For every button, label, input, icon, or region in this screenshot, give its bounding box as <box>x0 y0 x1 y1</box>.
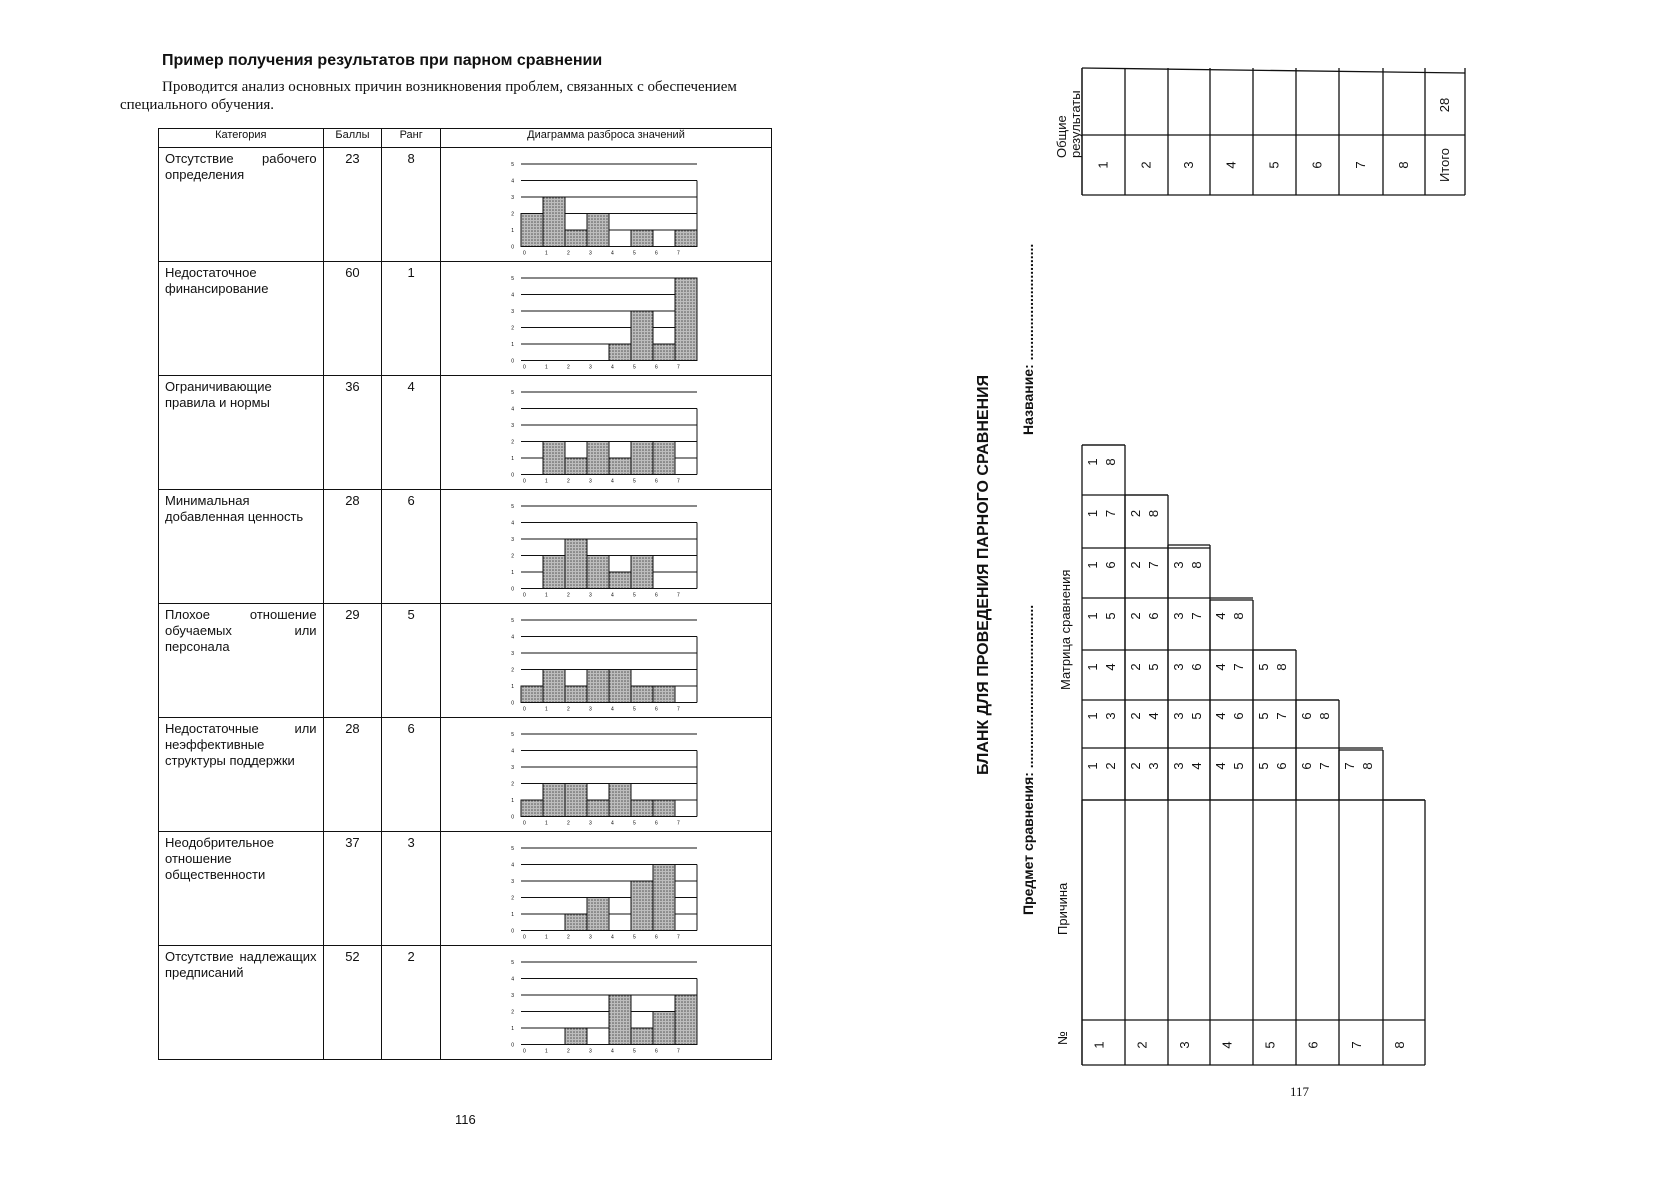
matrix-row-number: 2 <box>1128 762 1143 770</box>
y-tick-label: 4 <box>511 520 514 527</box>
x-tick-label: 6 <box>655 1048 658 1055</box>
y-tick-label: 4 <box>511 748 514 755</box>
y-tick-label: 5 <box>511 162 514 168</box>
x-tick-label: 6 <box>655 820 658 827</box>
x-tick-label: 7 <box>677 820 680 827</box>
matrix-col-number: 6 <box>1231 712 1246 720</box>
y-tick-label: 5 <box>511 618 514 624</box>
x-tick-label: 7 <box>677 478 680 485</box>
page-number-right: 117 <box>1290 1084 1310 1099</box>
x-tick-label: 6 <box>655 478 658 485</box>
results-row-label: 4 <box>1223 161 1239 169</box>
x-tick-label: 1 <box>545 364 548 371</box>
results-row-label: 3 <box>1181 161 1196 169</box>
results-total-value: 28 <box>1437 97 1452 113</box>
row-category: Отсутствие надлежащих предписаний <box>159 946 324 1060</box>
matrix-row-number: 5 <box>1256 663 1271 671</box>
x-tick-label: 6 <box>655 934 658 941</box>
matrix-row-number: 3 <box>1171 762 1186 770</box>
y-tick-label: 0 <box>511 700 514 707</box>
matrix-row-number: 5 <box>1256 712 1271 720</box>
x-tick-label: 1 <box>545 478 548 485</box>
col-results-label: Общие результаты <box>1054 90 1083 158</box>
row-rank: 6 <box>382 718 441 832</box>
y-tick-label: 5 <box>511 276 514 282</box>
y-tick-label: 4 <box>511 976 514 983</box>
y-tick-label: 4 <box>511 178 514 185</box>
x-tick-label: 2 <box>567 820 570 827</box>
matrix-row-number: 2 <box>1128 712 1143 720</box>
x-tick-label: 1 <box>545 706 548 713</box>
x-tick-label: 0 <box>523 478 526 485</box>
row-number: 5 <box>1262 1041 1278 1049</box>
matrix-col-number: 5 <box>1146 663 1161 671</box>
x-tick-label: 2 <box>567 250 570 257</box>
matrix-row-number: 1 <box>1085 458 1100 466</box>
y-tick-label: 0 <box>511 1042 514 1049</box>
x-tick-label: 4 <box>611 592 614 599</box>
results-row-label: 2 <box>1138 161 1154 169</box>
matrix-row-number: 6 <box>1299 762 1314 770</box>
x-tick-label: 5 <box>633 250 636 257</box>
row-rank: 5 <box>382 604 441 718</box>
row-number: 2 <box>1134 1041 1150 1049</box>
y-tick-label: 0 <box>511 814 514 821</box>
x-tick-label: 3 <box>589 1048 592 1055</box>
y-tick-label: 5 <box>511 732 514 738</box>
x-tick-label: 1 <box>545 592 548 599</box>
x-tick-label: 2 <box>567 934 570 941</box>
x-tick-label: 2 <box>567 364 570 371</box>
x-tick-label: 2 <box>567 592 570 599</box>
x-tick-label: 3 <box>589 820 592 827</box>
y-tick-label: 0 <box>511 358 514 365</box>
matrix-col-number: 7 <box>1231 663 1246 671</box>
row-category: Ограничивающие правила и нормы <box>159 376 324 490</box>
row-number: 7 <box>1349 1041 1364 1049</box>
x-tick-label: 7 <box>677 592 680 599</box>
y-tick-label: 3 <box>511 765 514 771</box>
y-tick-label: 3 <box>511 537 514 543</box>
y-tick-label: 5 <box>511 390 514 396</box>
matrix-row-number: 3 <box>1171 561 1186 569</box>
y-tick-label: 2 <box>511 781 514 788</box>
x-tick-label: 0 <box>523 706 526 713</box>
matrix-col-number: 6 <box>1146 612 1161 620</box>
matrix-row-number: 1 <box>1085 561 1100 569</box>
row-score: 28 <box>323 490 382 604</box>
y-tick-label: 0 <box>511 244 514 251</box>
x-tick-label: 2 <box>567 478 570 485</box>
matrix-col-number: 8 <box>1360 762 1375 770</box>
row-number: 8 <box>1392 1041 1407 1049</box>
x-tick-label: 1 <box>545 1048 548 1055</box>
matrix-row-number: 1 <box>1085 663 1100 671</box>
x-tick-label: 3 <box>589 364 592 371</box>
y-tick-label: 4 <box>511 292 514 299</box>
results-row-label: 7 <box>1353 161 1368 169</box>
matrix-row-number: 3 <box>1171 712 1186 720</box>
matrix-row-number: 1 <box>1085 762 1100 770</box>
x-tick-label: 3 <box>589 478 592 485</box>
row-category: Отсутствие рабочего определения <box>159 148 324 262</box>
x-tick-label: 0 <box>523 934 526 941</box>
y-tick-label: 3 <box>511 993 514 999</box>
name-label: Название: .............................. <box>1020 243 1036 435</box>
x-tick-label: 3 <box>589 592 592 599</box>
results-row-label: 5 <box>1266 161 1282 169</box>
matrix-row-number: 2 <box>1128 663 1143 671</box>
row-category: Недостаточное финансирование <box>159 262 324 376</box>
matrix-col-number: 4 <box>1146 712 1161 720</box>
matrix-row-number: 3 <box>1171 612 1186 620</box>
header-diagram: Диаграмма разброса значений <box>441 129 772 148</box>
row-rank: 4 <box>382 376 441 490</box>
x-tick-label: 0 <box>523 820 526 827</box>
y-tick-label: 1 <box>511 342 514 348</box>
y-tick-label: 2 <box>511 325 514 332</box>
row-score: 36 <box>323 376 382 490</box>
matrix-col-number: 6 <box>1189 663 1204 671</box>
y-tick-label: 2 <box>511 895 514 902</box>
matrix-row-number: 4 <box>1213 612 1228 620</box>
row-category: Неодобрительное отношение общественности <box>159 832 324 946</box>
x-tick-label: 3 <box>589 250 592 257</box>
x-tick-label: 4 <box>611 250 614 257</box>
matrix-col-number: 7 <box>1317 762 1332 770</box>
matrix-row-number: 4 <box>1213 762 1228 770</box>
x-tick-label: 0 <box>523 250 526 257</box>
matrix-col-number: 7 <box>1274 712 1289 720</box>
y-tick-label: 4 <box>511 406 514 413</box>
y-tick-label: 2 <box>511 667 514 674</box>
matrix-col-number: 8 <box>1231 612 1246 620</box>
matrix-row-number: 2 <box>1128 612 1143 620</box>
x-tick-label: 4 <box>611 478 614 485</box>
y-tick-label: 1 <box>511 912 514 918</box>
matrix-row-number: 5 <box>1256 762 1271 770</box>
y-tick-label: 3 <box>511 195 514 201</box>
matrix-col-number: 6 <box>1103 561 1118 569</box>
x-tick-label: 6 <box>655 364 658 371</box>
y-tick-label: 0 <box>511 472 514 479</box>
x-tick-label: 5 <box>633 364 636 371</box>
x-tick-label: 7 <box>677 1048 680 1055</box>
x-tick-label: 5 <box>633 1048 636 1055</box>
form-title: БЛАНК ДЛЯ ПРОВЕДЕНИЯ ПАРНОГО СРАВНЕНИЯ <box>975 374 992 775</box>
y-tick-label: 2 <box>511 553 514 560</box>
row-category: Недостаточные или неэффективные структуры поддержки <box>159 718 324 832</box>
intro-paragraph: Проводится анализ основных причин возникновения проблем, связанных с обеспечением специального обучения. <box>120 79 737 113</box>
row-score: 60 <box>323 262 382 376</box>
results-top-border <box>1082 68 1465 73</box>
x-tick-label: 0 <box>523 364 526 371</box>
col-no-label: № <box>1055 1031 1070 1045</box>
row-score: 23 <box>323 148 382 262</box>
matrix-col-number: 5 <box>1189 712 1204 720</box>
x-tick-label: 0 <box>523 592 526 599</box>
matrix-col-number: 5 <box>1103 612 1118 620</box>
y-tick-label: 5 <box>511 960 514 966</box>
row-number: 4 <box>1219 1041 1235 1049</box>
matrix-row-number: 2 <box>1128 561 1143 569</box>
matrix-col-number: 2 <box>1103 762 1118 770</box>
matrix-col-number: 8 <box>1317 712 1332 720</box>
matrix-row-number: 1 <box>1085 509 1100 518</box>
x-tick-label: 4 <box>611 934 614 941</box>
x-tick-label: 7 <box>677 934 680 941</box>
row-score: 29 <box>323 604 382 718</box>
results-row-label: Итого <box>1437 147 1452 183</box>
x-tick-label: 6 <box>655 592 658 599</box>
matrix-row-number: 4 <box>1213 663 1228 671</box>
row-number: 6 <box>1305 1041 1321 1049</box>
x-tick-label: 5 <box>633 478 636 485</box>
y-tick-label: 4 <box>511 862 514 869</box>
matrix-col-number: 8 <box>1274 663 1289 671</box>
matrix-col-number: 8 <box>1103 458 1118 466</box>
x-tick-label: 3 <box>589 934 592 941</box>
matrix-col-number: 3 <box>1103 712 1118 720</box>
matrix-col-number: 7 <box>1103 509 1118 518</box>
row-category: Минимальная добавленная ценность <box>159 490 324 604</box>
y-tick-label: 0 <box>511 928 514 935</box>
x-tick-label: 6 <box>655 250 658 257</box>
y-tick-label: 1 <box>511 570 514 576</box>
matrix-col-number: 7 <box>1146 561 1161 569</box>
row-score: 37 <box>323 832 382 946</box>
matrix-col-number: 7 <box>1189 612 1204 620</box>
x-tick-label: 1 <box>545 934 548 941</box>
y-tick-label: 1 <box>511 798 514 804</box>
row-category: Плохое отношение обучаемых или персонала <box>159 604 324 718</box>
matrix-row-number: 1 <box>1085 712 1100 720</box>
matrix-row-number: 6 <box>1299 712 1314 720</box>
row-rank: 3 <box>382 832 441 946</box>
x-tick-label: 4 <box>611 820 614 827</box>
y-tick-label: 3 <box>511 423 514 429</box>
row-rank: 8 <box>382 148 441 262</box>
matrix-row-number: 7 <box>1342 762 1357 770</box>
matrix-col-number: 6 <box>1274 762 1289 770</box>
header-rank: Ранг <box>382 129 441 148</box>
y-tick-label: 2 <box>511 1009 514 1016</box>
matrix-row-number: 3 <box>1171 663 1186 671</box>
y-tick-label: 1 <box>511 1026 514 1032</box>
matrix-col-number: 4 <box>1189 762 1204 770</box>
y-tick-label: 1 <box>511 228 514 234</box>
x-tick-label: 2 <box>567 1048 570 1055</box>
col-cause-label: Причина <box>1055 882 1070 935</box>
results-row-label: 8 <box>1396 161 1411 169</box>
col-matrix-label: Матрица сравнения <box>1058 569 1073 690</box>
y-tick-label: 1 <box>511 684 514 690</box>
matrix-col-number: 5 <box>1231 762 1246 770</box>
x-tick-label: 5 <box>633 934 636 941</box>
x-tick-label: 2 <box>567 706 570 713</box>
y-tick-label: 5 <box>511 504 514 510</box>
x-tick-label: 7 <box>677 250 680 257</box>
x-tick-label: 1 <box>545 820 548 827</box>
results-row-label: 1 <box>1095 161 1111 169</box>
y-tick-label: 2 <box>511 439 514 446</box>
row-score: 52 <box>323 946 382 1060</box>
page-title: Пример получения результатов при парном сравнении <box>162 52 603 69</box>
x-tick-label: 4 <box>611 1048 614 1055</box>
x-tick-label: 6 <box>655 706 658 713</box>
header-category: Категория <box>159 129 324 148</box>
y-tick-label: 3 <box>511 879 514 885</box>
x-tick-label: 1 <box>545 250 548 257</box>
y-tick-label: 2 <box>511 211 514 218</box>
matrix-row-number: 1 <box>1085 612 1100 620</box>
x-tick-label: 5 <box>633 706 636 713</box>
row-rank: 1 <box>382 262 441 376</box>
y-tick-label: 3 <box>511 309 514 315</box>
row-score: 28 <box>323 718 382 832</box>
matrix-col-number: 8 <box>1189 561 1204 569</box>
matrix-row-number: 4 <box>1213 712 1228 720</box>
x-tick-label: 4 <box>611 364 614 371</box>
matrix-col-number: 3 <box>1146 762 1161 770</box>
y-tick-label: 3 <box>511 651 514 657</box>
y-tick-label: 1 <box>511 456 514 462</box>
results-row-label: 6 <box>1309 161 1325 169</box>
matrix-col-number: 4 <box>1103 663 1118 671</box>
matrix-col-number: 8 <box>1146 509 1161 518</box>
page-number-left: 116 <box>455 1112 476 1127</box>
y-tick-label: 4 <box>511 634 514 641</box>
row-rank: 2 <box>382 946 441 1060</box>
matrix-row-number: 2 <box>1128 509 1143 518</box>
x-tick-label: 7 <box>677 364 680 371</box>
row-rank: 6 <box>382 490 441 604</box>
x-tick-label: 5 <box>633 592 636 599</box>
subject-label: Предмет сравнения: .......................................... <box>1020 604 1036 915</box>
y-tick-label: 0 <box>511 586 514 593</box>
y-tick-label: 5 <box>511 846 514 852</box>
x-tick-label: 4 <box>611 706 614 713</box>
x-tick-label: 3 <box>589 706 592 713</box>
x-tick-label: 0 <box>523 1048 526 1055</box>
x-tick-label: 5 <box>633 820 636 827</box>
row-number: 1 <box>1091 1041 1107 1049</box>
x-tick-label: 7 <box>677 706 680 713</box>
row-number: 3 <box>1177 1041 1192 1049</box>
header-score: Баллы <box>323 129 382 148</box>
